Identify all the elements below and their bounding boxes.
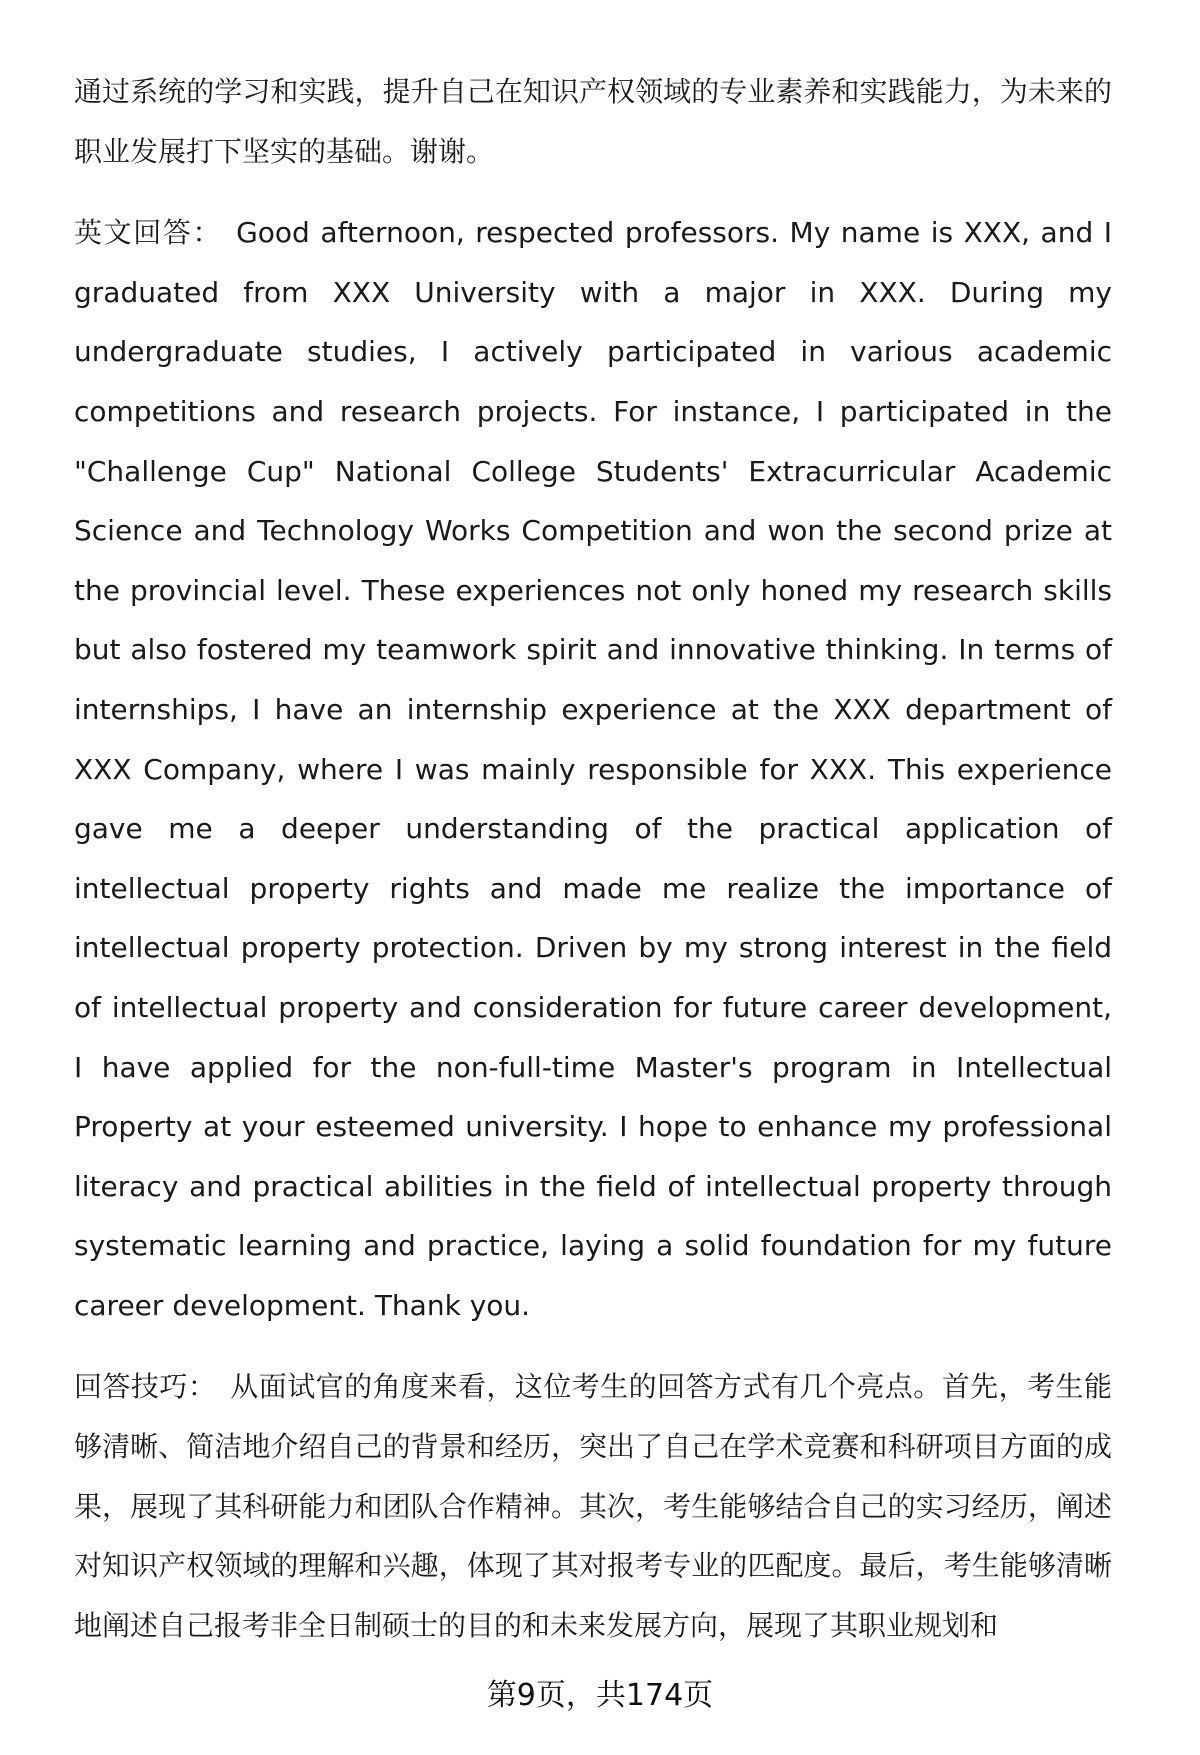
english-answer-label: 英文回答： bbox=[74, 216, 223, 250]
page-number: 第9页，共174页 bbox=[486, 1678, 714, 1713]
answer-tips-label: 回答技巧： bbox=[74, 1370, 217, 1404]
english-answer-paragraph bbox=[74, 203, 1112, 1335]
continuation-paragraph bbox=[74, 62, 1112, 181]
answer-tips-text: 从面试官的角度来看，这位考生的回答方式有几个亮点。首先，考生能够清晰、简洁地介绍自己的背景和经历，突出了自己在学术竞赛和科研项目方面的成果，展现了其科研能力和团队合作精神。其次，考生能够结合自己的实习经历，阐述对知识产权领域的理解和兴趣，体现了其对报考专业的匹配度。最后，考生能够清晰地阐述自己报考非全日制硕士的目的和未来发展方向，展现了其职业规划和 bbox=[74, 1370, 1112, 1642]
page-footer bbox=[0, 1676, 1200, 1716]
english-answer-text: Good afternoon, respected professors. My name is XXX, and I graduated from XXX University with a major in XXX. During my undergraduate studies, I actively participated in various academic competitions and research projects. For instance, I participated in the "Challenge Cup" National College Students' Extracurricular Academic Science and Technology Works Competition and won the second prize at the provincial level. These experiences not only honed my research skills but also fostered my teamwork spirit and innovative thinking. In terms of internships, I have an internship experience at the XXX department of XXX Company, where I was mainly responsible for XXX. This experience gave me a deeper understanding of the practical application of intellectual property rights and made me realize the importance of intellectual property protection. Driven by my strong interest in the field of intellectual property and consideration for future career development, I have applied for the non-full-time Master's program in Intellectual Property at your esteemed university. I hope to enhance my professional literacy and practical abilities in the field of intellectual property through systematic learning and practice, laying a solid foundation for my future career development. Thank you. bbox=[74, 216, 1112, 1322]
answer-tips-paragraph bbox=[74, 1357, 1112, 1655]
continuation-text: 通过系统的学习和实践，提升自己在知识产权领域的专业素养和实践能力，为未来的职业发展打下坚实的基础。谢谢。 bbox=[74, 75, 1112, 168]
